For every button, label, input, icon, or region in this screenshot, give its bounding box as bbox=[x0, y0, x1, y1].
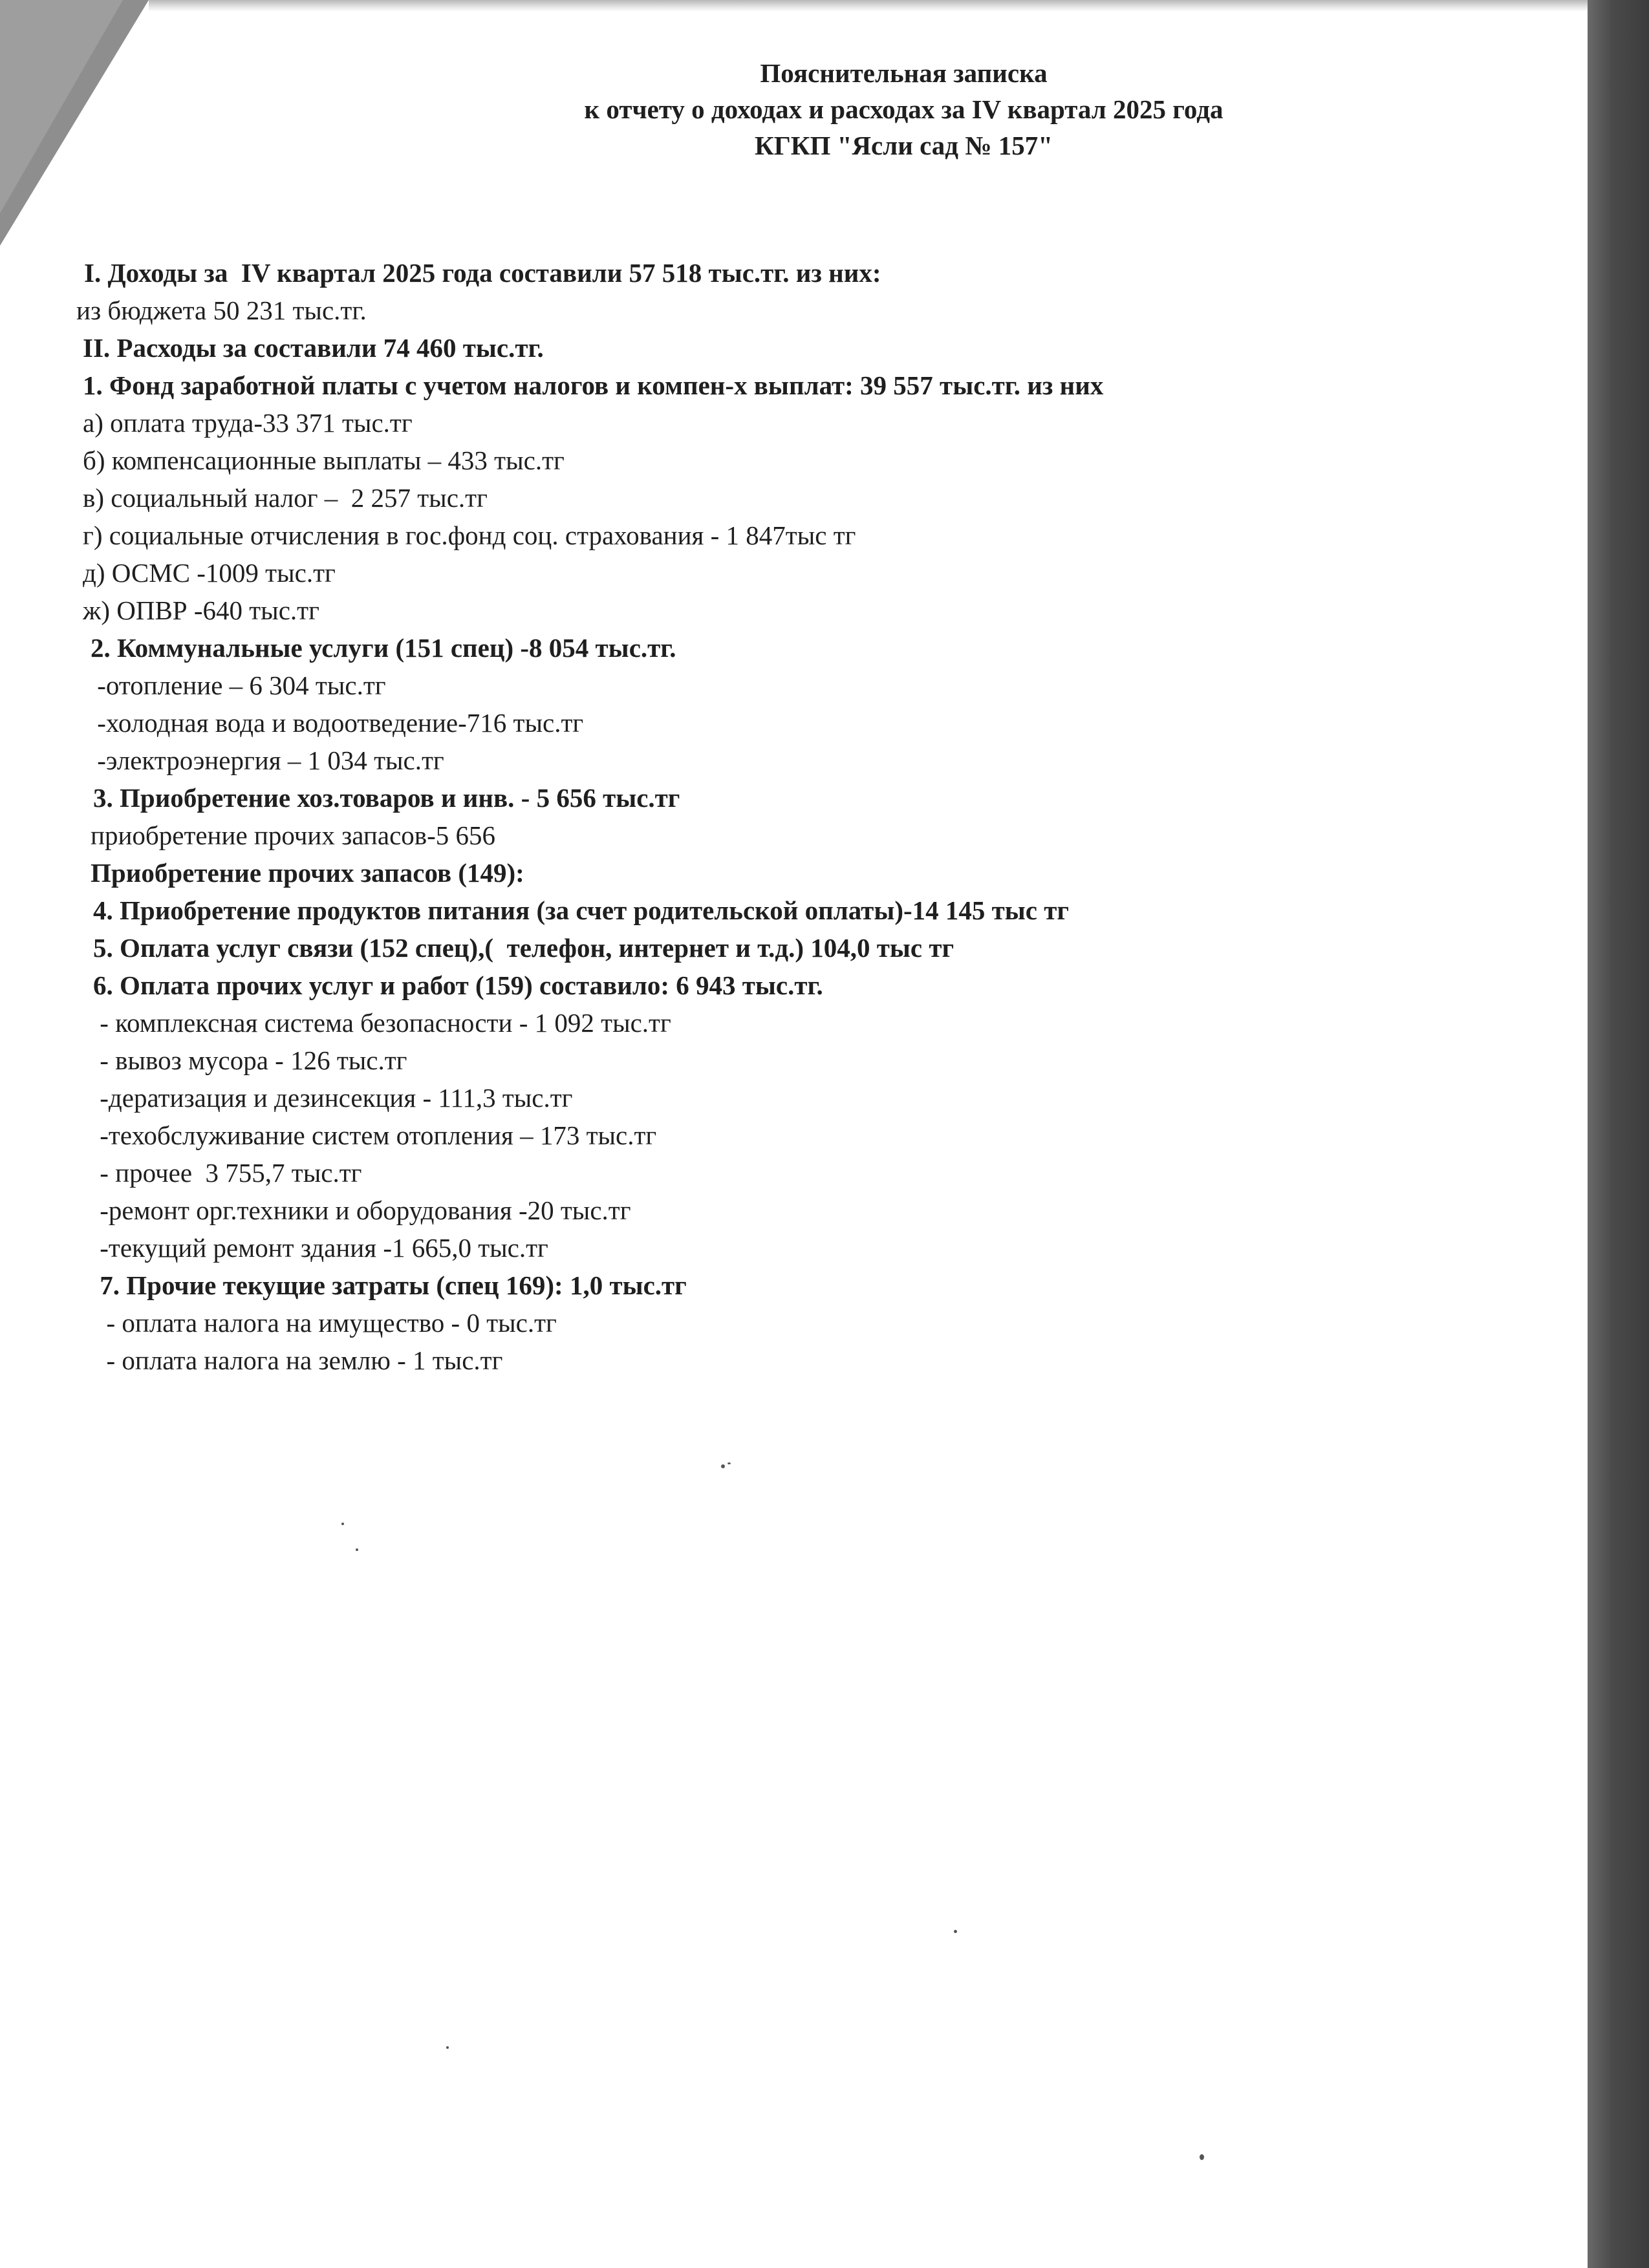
section-3-heading: 3. Приобретение хоз.товаров и инв. - 5 656 тыс.тг bbox=[93, 783, 680, 813]
list-item: -текущий ремонт здания -1 665,0 тыс.тг bbox=[93, 1233, 548, 1263]
list-item: -техобслуживание систем отопления – 173 тыс.тг bbox=[93, 1120, 657, 1150]
document-body bbox=[76, 254, 1507, 1379]
scan-shadow-right-edge bbox=[1588, 0, 1649, 2268]
list-item: - оплата налога на имущество - 0 тыс.тг bbox=[93, 1308, 557, 1338]
scan-speck bbox=[341, 1523, 344, 1525]
organization-name: КГКП "Ясли сад № 157" bbox=[754, 131, 1053, 160]
list-item: -холодная вода и водоотведение-716 тыс.тг bbox=[91, 708, 584, 738]
list-item: г) социальные отчисления в гос.фонд соц. страхования - 1 847тыс тг bbox=[83, 520, 856, 550]
section-7-heading: 7. Прочие текущие затраты (спец 169): 1,0 тыс.тг bbox=[93, 1270, 687, 1300]
section-2-heading: 2. Коммунальные услуги (151 спец) -8 054 тыс.тг. bbox=[91, 633, 676, 663]
scan-speck bbox=[721, 1464, 725, 1468]
scan-speck bbox=[446, 2046, 449, 2049]
section-4-heading: 4. Приобретение продуктов питания (за счет родительской оплаты)-14 145 тыс тг bbox=[93, 895, 1069, 925]
list-item: - комплексная система безопасности - 1 092 тыс.тг bbox=[93, 1008, 671, 1038]
document-title: Пояснительная записка bbox=[760, 58, 1048, 88]
scan-shadow-top bbox=[149, 0, 1588, 12]
scan-speck bbox=[1200, 2154, 1204, 2160]
section-5-heading: 5. Оплата услуг связи (152 спец),( телефон, интернет и т.д.) 104,0 тыс тг bbox=[93, 933, 954, 963]
expenses-total-line: II. Расходы за составили 74 460 тыс.тг. bbox=[83, 333, 544, 363]
list-item: -ремонт орг.техники и оборудования -20 тыс.тг bbox=[93, 1195, 631, 1225]
scan-speck bbox=[727, 1462, 731, 1464]
income-budget-line: из бюджета 50 231 тыс.тг. bbox=[76, 295, 367, 325]
list-item: -электроэнергия – 1 034 тыс.тг bbox=[91, 745, 444, 775]
list-item: - прочее 3 755,7 тыс.тг bbox=[93, 1158, 362, 1188]
document-header bbox=[0, 55, 1588, 164]
list-item: приобретение прочих запасов-5 656 bbox=[91, 820, 496, 850]
section-1-heading: 1. Фонд заработной платы с учетом налогов и компен-х выплат: 39 557 тыс.тг. из них bbox=[83, 370, 1104, 400]
list-item: -дератизация и дезинсекция - 111,3 тыс.тг bbox=[93, 1083, 573, 1113]
list-item: а) оплата труда-33 371 тыс.тг bbox=[83, 408, 413, 438]
subsection-heading: Приобретение прочих запасов (149): bbox=[91, 858, 524, 888]
document-subtitle: к отчету о доходах и расходах за IV квартал 2025 года bbox=[584, 94, 1223, 124]
income-total-line: I. Доходы за IV квартал 2025 года составили 57 518 тыс.тг. из них: bbox=[84, 258, 881, 288]
list-item: б) компенсационные выплаты – 433 тыс.тг bbox=[83, 445, 565, 475]
list-item: - оплата налога на землю - 1 тыс.тг bbox=[93, 1345, 503, 1375]
list-item: д) ОСМС -1009 тыс.тг bbox=[83, 558, 336, 588]
scan-speck bbox=[954, 1930, 957, 1933]
list-item: - вывоз мусора - 126 тыс.тг bbox=[93, 1045, 407, 1075]
scan-speck bbox=[356, 1548, 358, 1551]
section-6-heading: 6. Оплата прочих услуг и работ (159) составило: 6 943 тыс.тг. bbox=[93, 970, 823, 1000]
list-item: в) социальный налог – 2 257 тыс.тг bbox=[83, 483, 488, 513]
list-item: -отопление – 6 304 тыс.тг bbox=[91, 670, 386, 700]
list-item: ж) ОПВР -640 тыс.тг bbox=[83, 595, 319, 625]
